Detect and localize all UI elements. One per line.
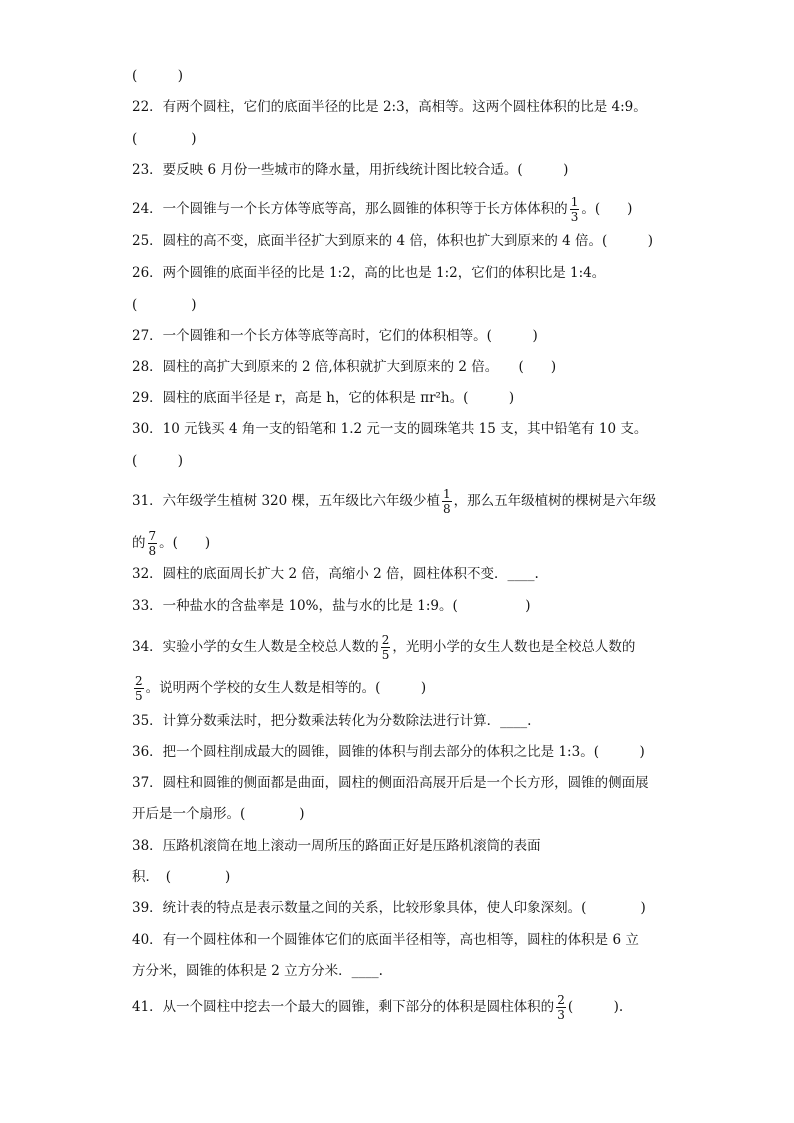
line-text: 。( ): [159, 535, 211, 551]
text-line: [132, 131, 197, 147]
fraction: [570, 196, 580, 223]
line-text: ( ): [132, 131, 197, 147]
question-26: [132, 265, 605, 281]
fraction: [442, 488, 452, 515]
question-31: [132, 488, 656, 515]
question-33: [132, 598, 531, 614]
question-23: [132, 162, 568, 178]
line-text: 32．圆柱的底面周长扩大 2 倍，高缩小 2 倍，圆柱体积不变．____.: [132, 566, 539, 582]
line-text: 38．压路机滚筒在地上滚动一周所压的路面正好是压路机滚筒的表面: [132, 838, 541, 854]
fraction: [148, 530, 158, 557]
question-37: [132, 775, 649, 791]
line-text: ( ): [132, 68, 184, 84]
line-text: 34．实验小学的女生人数是全校总人数的: [132, 639, 379, 655]
line-text: 。( ): [581, 201, 633, 217]
fraction: [134, 675, 144, 702]
fraction: [381, 634, 391, 661]
question-32: [132, 566, 539, 582]
line-text: ( ): [132, 297, 197, 313]
text-line: [132, 963, 383, 979]
text-line: [132, 68, 183, 84]
fraction-denominator: 8: [443, 502, 451, 516]
question-22: [132, 99, 647, 115]
line-text: 41．从一个圆柱中挖去一个最大的圆锥，剩下部分的体积是圆柱体积的: [132, 999, 555, 1015]
question-34: [132, 634, 635, 661]
line-text: 36．把一个圆柱削成最大的圆锥，圆锥的体积与削去部分的体积之比是 1:3。( ): [132, 744, 645, 760]
text-line: [132, 869, 230, 885]
question-27: [132, 328, 538, 344]
question-29: [132, 390, 514, 406]
fraction-denominator: 3: [557, 1008, 565, 1022]
question-38: [132, 838, 541, 854]
line-text: 39．统计表的特点是表示数量之间的关系，比较形象具体，使人印象深刻。( ): [132, 900, 646, 916]
line-text: 30．10 元钱买 4 角一支的铅笔和 1.2 元一支的圆珠笔共 15 支，其中铅笔有 10 支。: [132, 421, 648, 437]
question-36: [132, 744, 645, 760]
fraction-numerator: 2: [135, 674, 143, 688]
question-30: [132, 421, 647, 437]
line-text: 方分米，圆锥的体积是 2 立方分米．____.: [132, 963, 383, 979]
line-text: 23．要反映 6 月份一些城市的降水量，用折线统计图比较合适。( ): [132, 162, 569, 178]
question-39: [132, 900, 646, 916]
fraction-denominator: 5: [135, 689, 143, 703]
text-line: [132, 675, 426, 702]
line-text: 22．有两个圆柱，它们的底面半径的比是 2:3，高相等。这两个圆柱体积的比是 4:9。: [132, 99, 647, 115]
fraction-denominator: 5: [381, 648, 390, 662]
question-40: [132, 932, 639, 948]
text-line: [132, 530, 210, 557]
line-text: 33．一种盐水的含盐率是 10%，盐与水的比是 1:9。( ): [132, 598, 531, 614]
question-35: [132, 713, 531, 729]
line-text: 24．一个圆锥与一个长方体等底等高，那么圆锥的体积等于长方体体积的: [132, 201, 568, 217]
question-24: [132, 196, 632, 223]
line-text: 31．六年级学生植树 320 棵，五年级比六年级少植: [132, 493, 441, 509]
line-text: 。说明两个学校的女生人数是相等的。( ): [145, 680, 427, 696]
line-text: 29．圆柱的底面半径是 r，高是 h，它的体积是 πr²h。( ): [132, 390, 515, 406]
question-28: [132, 359, 556, 375]
fraction-numerator: 7: [148, 529, 157, 543]
line-text: 40．有一个圆柱体和一个圆锥体它们的底面半径相等，高也相等，圆柱的体积是 6 立: [132, 932, 639, 948]
line-text: 的: [132, 535, 146, 551]
fraction: [556, 994, 566, 1021]
line-text: ，光明小学的女生人数也是全校总人数的: [392, 639, 636, 655]
text-line: [132, 453, 183, 469]
line-text: 27．一个圆锥和一个长方体等底等高时，它们的体积相等。( ): [132, 328, 538, 344]
fraction-numerator: 2: [557, 993, 565, 1007]
line-text: 25．圆柱的高不变，底面半径扩大到原来的 4 倍，体积也扩大到原来的 4 倍。( ): [132, 233, 654, 249]
line-text: 35．计算分数乘法时，把分数乘法转化为分数除法进行计算．____.: [132, 713, 532, 729]
fraction-numerator: 1: [570, 195, 579, 209]
question-41: [132, 994, 623, 1021]
line-text: ( ): [132, 453, 184, 469]
fraction-numerator: 2: [381, 633, 390, 647]
fraction-denominator: 8: [148, 544, 157, 558]
fraction-numerator: 1: [443, 487, 451, 501]
line-text: 积． ( ): [132, 869, 231, 885]
line-text: ，那么五年级植树的棵树是六年级: [453, 493, 657, 509]
line-text: ( ).: [567, 999, 624, 1015]
line-text: 26．两个圆锥的底面半径的比是 1:2，高的比也是 1:2，它们的体积比是 1:4。: [132, 265, 606, 281]
line-text: 开后是一个扇形。( ): [132, 806, 305, 822]
line-text: 37．圆柱和圆锥的侧面都是曲面，圆柱的侧面沿高展开后是一个长方形，圆锥的侧面展: [132, 775, 649, 791]
text-line: [132, 297, 197, 313]
line-text: 28．圆柱的高扩大到原来的 2 倍,体积就扩大到原来的 2 倍。 ( ): [132, 359, 557, 375]
question-25: [132, 233, 653, 249]
fraction-denominator: 3: [570, 210, 579, 224]
text-line: [132, 806, 305, 822]
